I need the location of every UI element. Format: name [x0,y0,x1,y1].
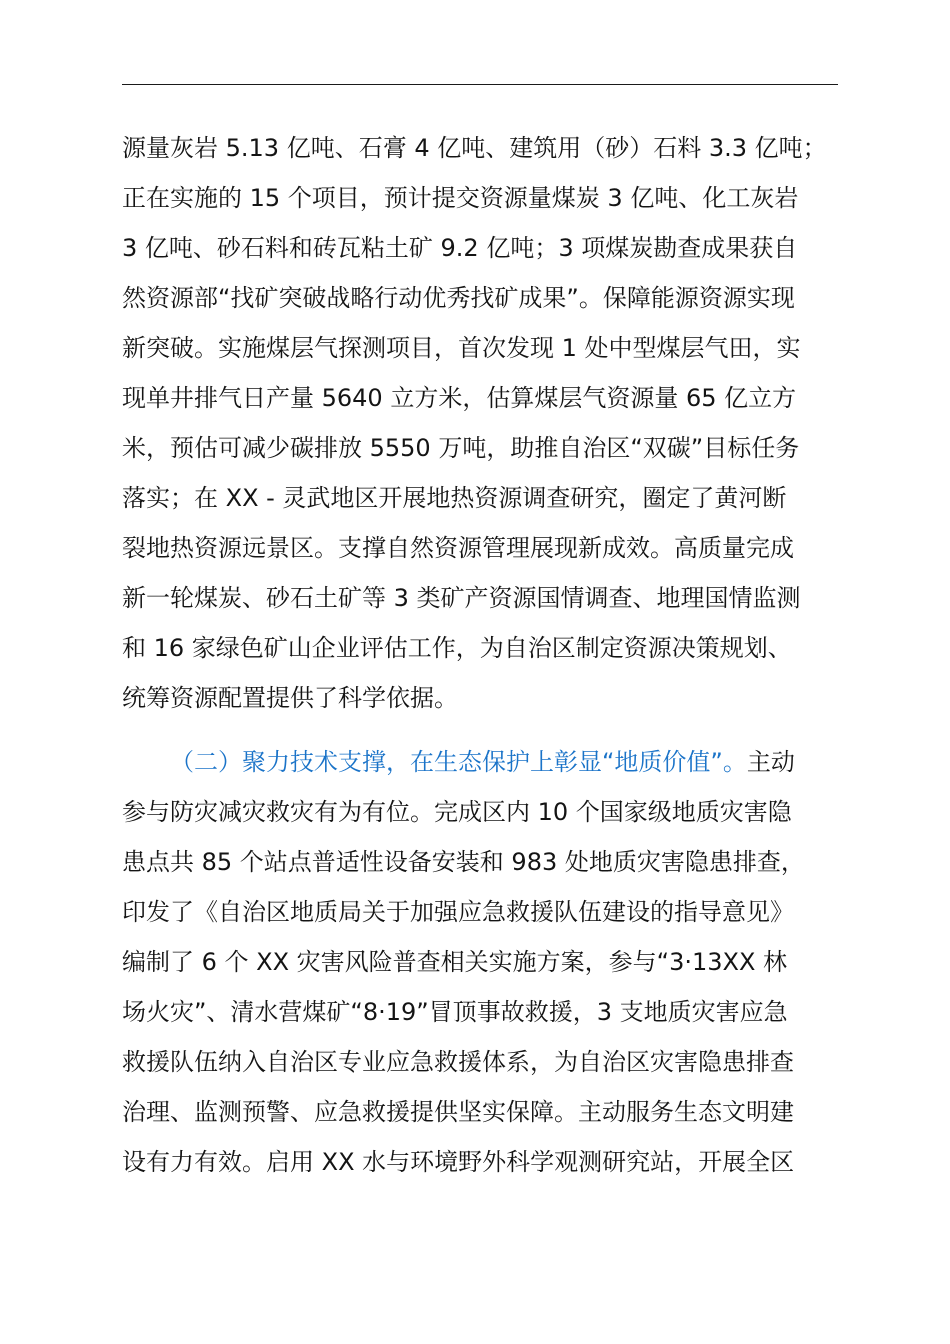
paragraph1-line-2: 正在实施的 15 个项目，预计提交资源量煤炭 3 亿吨、化工灰岩 [122,184,799,212]
paragraph1-line-11: 和 16 家绿色矿山企业评估工作，为自治区制定资源决策规划、 [122,634,792,662]
paragraph2-first-line [170,745,795,779]
paragraph1-line-4: 然资源部“找矿突破战略行动优秀找矿成果”。保障能源资源实现 [122,284,795,312]
paragraph1-line-9: 裂地热资源远景区。支撑自然资源管理展现新成效。高质量完成 [122,534,794,562]
paragraph2-line-9: 设有力有效。启用 XX 水与环境野外科学观测研究站，开展全区 [122,1148,795,1176]
paragraph1-line-6: 现单井排气日产量 5640 立方米，估算煤层气资源量 65 亿立方 [122,384,797,412]
paragraph2-line-3: 患点共 85 个站点普适性设备安装和 983 处地质灾害隐患排查， [122,848,805,876]
paragraph1-line-7: 米，预估可减少碳排放 5550 万吨，助推自治区“双碳”目标任务 [122,434,800,462]
paragraph1-line-8: 落实；在 XX - 灵武地区开展地热资源调查研究，圈定了黄河断 [122,484,787,512]
paragraph2-line-7: 救援队伍纳入自治区专业应急救援体系，为自治区灾害隐患排查 [122,1048,794,1076]
paragraph1-line-5: 新突破。实施煤层气探测项目，首次发现 1 处中型煤层气田，实 [122,334,801,362]
paragraph2-first-line-rest: 主动 [746,748,795,776]
paragraph2-line-8: 治理、监测预警、应急救援提供坚实保障。主动服务生态文明建 [122,1098,794,1126]
section-heading: （二）聚力技术支撑，在生态保护上彰显“地质价值”。 [170,748,747,776]
header-rule [122,84,838,85]
paragraph1-line-3: 3 亿吨、砂石料和砖瓦粘土矿 9.2 亿吨；3 项煤炭勘查成果获自 [122,234,798,262]
paragraph2-line-2: 参与防灾减灾救灾有为有位。完成区内 10 个国家级地质灾害隐 [122,798,792,826]
paragraph2-line-6: 场火灾”、清水营煤矿“8·19”冒顶事故救援，3 支地质灾害应急 [122,998,788,1026]
paragraph2-line-5: 编制了 6 个 XX 灾害风险普查相关实施方案，参与“3·13XX 林 [122,948,788,976]
paragraph1-line-12: 统筹资源配置提供了科学依据。 [122,684,458,712]
paragraph1-line-10: 新一轮煤炭、砂石土矿等 3 类矿产资源国情调查、地理国情监测 [122,584,801,612]
paragraph2-line-4: 印发了《自治区地质局关于加强应急救援队伍建设的指导意见》 [122,898,794,926]
paragraph1-line-1: 源量灰岩 5.13 亿吨、石膏 4 亿吨、建筑用（砂）石料 3.3 亿吨； [122,134,827,162]
